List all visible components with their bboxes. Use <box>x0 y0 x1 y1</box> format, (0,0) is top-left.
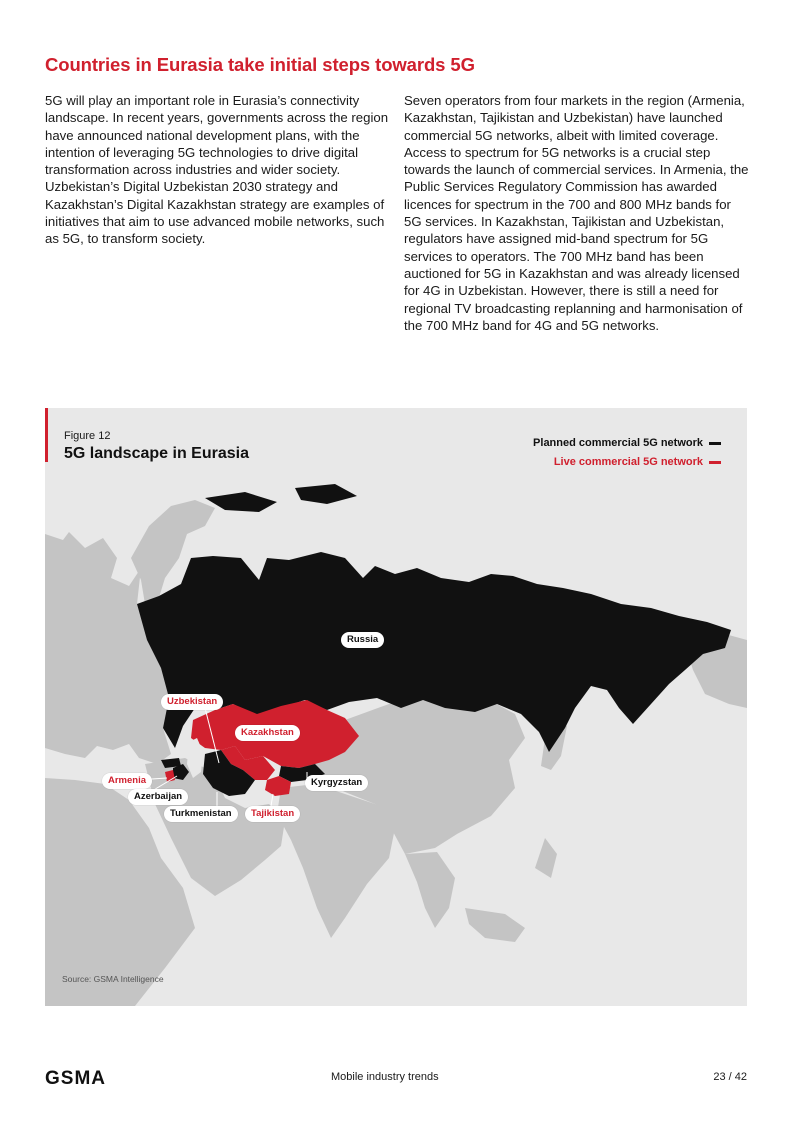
callout-azerbaijan: Azerbaijan <box>128 789 188 805</box>
eurasia-map <box>45 408 747 1006</box>
section-heading: Countries in Eurasia take initial steps towards 5G <box>45 54 475 75</box>
map-southeast-asia <box>405 852 455 928</box>
callout-uzbekistan: Uzbekistan <box>161 694 223 710</box>
figure-source: Source: GSMA Intelligence <box>62 974 164 984</box>
callout-kyrgyzstan: Kyrgyzstan <box>305 775 368 791</box>
left-text-column <box>45 92 390 248</box>
page-number: 23 / 42 <box>713 1071 747 1083</box>
figure-panel <box>45 408 747 1006</box>
gsma-logo: GSMA <box>45 1068 106 1089</box>
left-paragraph: 5G will play an important role in Eurasia’s connectivity landscape. In recent years, governments across the region have announced national development plans, with the intention of leveraging 5G technologies to drive digital transformation across industries and wider society. Uzbekistan’s Digital Uzbekistan 2030 strategy and Kazakhstan’s Digital Kazakhstan strategy are examples of initiatives that aim to use advanced mobile networks, such as 5G, to transform society. <box>45 93 389 247</box>
legend-planned-label: Planned commercial 5G network <box>533 437 703 449</box>
right-text-column <box>404 92 749 334</box>
right-paragraph: Seven operators from four markets in the region (Armenia, Kazakhstan, Tajikistan and Uzbekistan) have launched commercial 5G networks, albeit with limited coverage. Access to spectrum for 5G networks is a crucial step towards the launch of commercial services. In Armenia, the Public Services Regulatory Commission has awarded licences for spectrum in the 700 and 800 MHz bands for 5G services. In Kazakhstan, Tajikistan and Uzbekistan, regulators have assigned mid-band spectrum for 5G services to operators. The 700 MHz band has been auctioned for 5G in Kazakhstan and was already licensed for 4G in Uzbekistan. However, there is still a need for regional TV broadcasting replanning and harmonisation of the 700 MHz band for 4G and 5G networks. <box>404 93 749 333</box>
figure-label: Figure 12 <box>64 430 111 442</box>
callout-armenia: Armenia <box>102 773 152 789</box>
callout-tajikistan: Tajikistan <box>245 806 300 822</box>
footer-title: Mobile industry trends <box>331 1071 439 1083</box>
map-russia-islands <box>205 484 357 512</box>
legend-live-label: Live commercial 5G network <box>553 456 703 468</box>
figure-title: 5G landscape in Eurasia <box>64 445 249 462</box>
map-islands <box>465 838 557 942</box>
callout-turkmenistan: Turkmenistan <box>164 806 238 822</box>
callout-russia: Russia <box>341 632 384 648</box>
callout-kazakhstan: Kazakhstan <box>235 725 300 741</box>
